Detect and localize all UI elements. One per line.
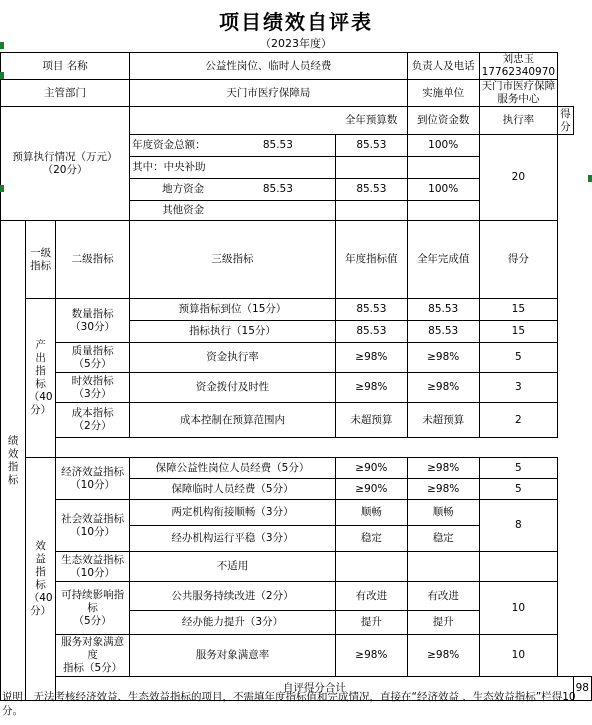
indicator-actual: 未超预算 <box>407 403 479 438</box>
indicator-target: ≥98% <box>335 343 407 373</box>
indicator-score: 10 <box>479 635 558 677</box>
total-label: 自评得分合计 <box>56 677 574 701</box>
indicator-l3: 保障临时人员经费（5分） <box>130 479 336 500</box>
budget-section-label: 预算执行情况（万元） （20分） <box>1 107 130 221</box>
indicator-target: 提升 <box>335 611 407 635</box>
budget-score: 20 <box>479 135 558 221</box>
perf-header-actual: 全年完成值 <box>407 221 479 299</box>
eco-indicator-value: 不适用 <box>130 552 336 582</box>
indicator-score: 3 <box>479 373 558 403</box>
budget-header-arrived: 到位资金数 <box>407 107 479 135</box>
cell-marker-icon <box>0 185 4 192</box>
indicator-score <box>479 552 558 582</box>
indicator-score: 15 <box>479 299 558 321</box>
indicator-target: ≥90% <box>335 458 407 479</box>
unit-value: 天门市医疗保障服务中心 <box>479 80 558 107</box>
perf-header-target: 年度指标值 <box>335 221 407 299</box>
indicator-actual: ≥98% <box>407 373 479 403</box>
indicator-actual: ≥98% <box>407 635 479 677</box>
budget-row-label: 地方资金 85.53 <box>130 179 336 201</box>
budget-row-rate: 100% <box>407 135 479 157</box>
indicator-target: ≥98% <box>335 635 407 677</box>
budget-row-label: 其他资金 <box>130 201 336 221</box>
perf-header-l2: 二级指标 <box>56 221 130 299</box>
quality-indicator-label: 质量指标 （5分） <box>56 343 130 373</box>
budget-header-annual: 全年预算数 <box>335 107 407 135</box>
budget-row-rate <box>407 157 479 179</box>
indicator-l3: 成本控制在预算范围内 <box>130 403 336 438</box>
indicator-actual <box>407 552 479 582</box>
budget-header-score: 得分 <box>558 107 574 135</box>
budget-header-rate: 执行率 <box>479 107 558 135</box>
indicator-score: 5 <box>479 343 558 373</box>
benefit-indicator-label: 效 益 指 标 （40 分） <box>26 458 56 701</box>
indicator-target: 未超预算 <box>335 403 407 438</box>
indicator-l3: 经办机构运行平稳（3分） <box>130 526 336 552</box>
evaluation-table <box>0 52 592 701</box>
cell-marker-icon <box>0 42 4 49</box>
indicator-l3: 保障公益性岗位人员经费（5分） <box>130 458 336 479</box>
budget-row-arrived <box>335 201 407 221</box>
indicator-score: 5 <box>479 479 558 500</box>
indicator-actual: ≥98% <box>407 458 479 479</box>
budget-row-arrived <box>335 157 407 179</box>
perf-section-label: 绩 效 指 标 <box>1 221 26 701</box>
indicator-actual: ≥98% <box>407 343 479 373</box>
indicator-actual: ≥98% <box>407 479 479 500</box>
dept-label: 主管部门 <box>1 80 130 107</box>
indicator-l3: 经办能力提升（3分） <box>130 611 336 635</box>
indicator-score: 15 <box>479 321 558 343</box>
indicator-actual: 85.53 <box>407 299 479 321</box>
indicator-l3: 资金执行率 <box>130 343 336 373</box>
project-name-value: 公益性岗位、临时人员经费 <box>130 53 408 80</box>
quantity-indicator-label: 数量指标 （30分） <box>56 299 130 343</box>
indicator-target: 顺畅 <box>335 500 407 526</box>
budget-row-label: 其中：中央补助 <box>130 157 336 179</box>
cost-indicator-label: 成本指标 （2分） <box>56 403 130 438</box>
indicator-score: 2 <box>479 403 558 438</box>
timeliness-indicator-label: 时效指标 （3分） <box>56 373 130 403</box>
unit-label: 实施单位 <box>407 80 479 107</box>
budget-row-arrived: 85.53 <box>335 179 407 201</box>
perf-header-score: 得分 <box>479 221 558 299</box>
indicator-target <box>335 552 407 582</box>
budget-row-label: 年度资金总额： 85.53 <box>130 135 336 157</box>
indicator-actual: 提升 <box>407 611 479 635</box>
sustain-indicator-label: 可持续影响指标 （5分） <box>56 582 130 635</box>
cell-marker-icon <box>0 72 4 79</box>
indicator-target: ≥90% <box>335 479 407 500</box>
owner-label: 负责人及电话 <box>407 53 479 80</box>
indicator-l3: 两定机构衔接顺畅（3分） <box>130 500 336 526</box>
indicator-actual: 顺畅 <box>407 500 479 526</box>
indicator-l3: 资金拨付及时性 <box>130 373 336 403</box>
budget-row-arrived: 85.53 <box>335 135 407 157</box>
indicator-score: 5 <box>479 458 558 479</box>
indicator-target: 85.53 <box>335 299 407 321</box>
indicator-actual: 有改进 <box>407 582 479 611</box>
indicator-target: 有改进 <box>335 582 407 611</box>
eco-indicator-label: 生态效益指标 （10分） <box>56 552 130 582</box>
social-indicator-label: 社会效益指标 （10分） <box>56 500 130 552</box>
output-indicator-label: 产 出 指 标 （40 分） <box>26 299 56 458</box>
indicator-actual: 稳定 <box>407 526 479 552</box>
indicator-l3: 预算指标到位（15分） <box>130 299 336 321</box>
indicator-target: 稳定 <box>335 526 407 552</box>
report-year: （2023年度） <box>260 37 332 50</box>
sustain-score: 10 <box>479 582 558 635</box>
economic-indicator-label: 经济效益指标 （10分） <box>56 458 130 500</box>
cell-marker-icon <box>588 175 592 182</box>
satisfaction-indicator-label: 服务对象满意度 指标（5分） <box>56 635 130 677</box>
indicator-target: ≥98% <box>335 373 407 403</box>
perf-header-l1: 一级 指标 <box>26 221 56 299</box>
indicator-l3: 公共服务持续改进（2分） <box>130 582 336 611</box>
perf-header-l3: 三级指标 <box>130 221 336 299</box>
social-score: 8 <box>479 500 558 552</box>
budget-row-rate <box>407 201 479 221</box>
indicator-l3: 指标执行（15分） <box>130 321 336 343</box>
indicator-l3: 服务对象满意率 <box>130 635 336 677</box>
total-score: 98 <box>573 677 591 701</box>
footnote: 说明：无法考核经济效益、生态效益指标的项目，不需填年度指标值和完成情况，直接在“经济效益 、生态效益指标”栏得10分。 <box>2 691 576 717</box>
indicator-actual: 85.53 <box>407 321 479 343</box>
project-name-label: 项目 名称 <box>1 53 130 80</box>
indicator-target: 85.53 <box>335 321 407 343</box>
dept-value: 天门市医疗保障局 <box>130 80 408 107</box>
budget-row-rate: 100% <box>407 179 479 201</box>
page-title: 项目绩效自评表 <box>219 10 373 34</box>
owner-value: 刘忠玉 17762340970 <box>479 53 558 80</box>
